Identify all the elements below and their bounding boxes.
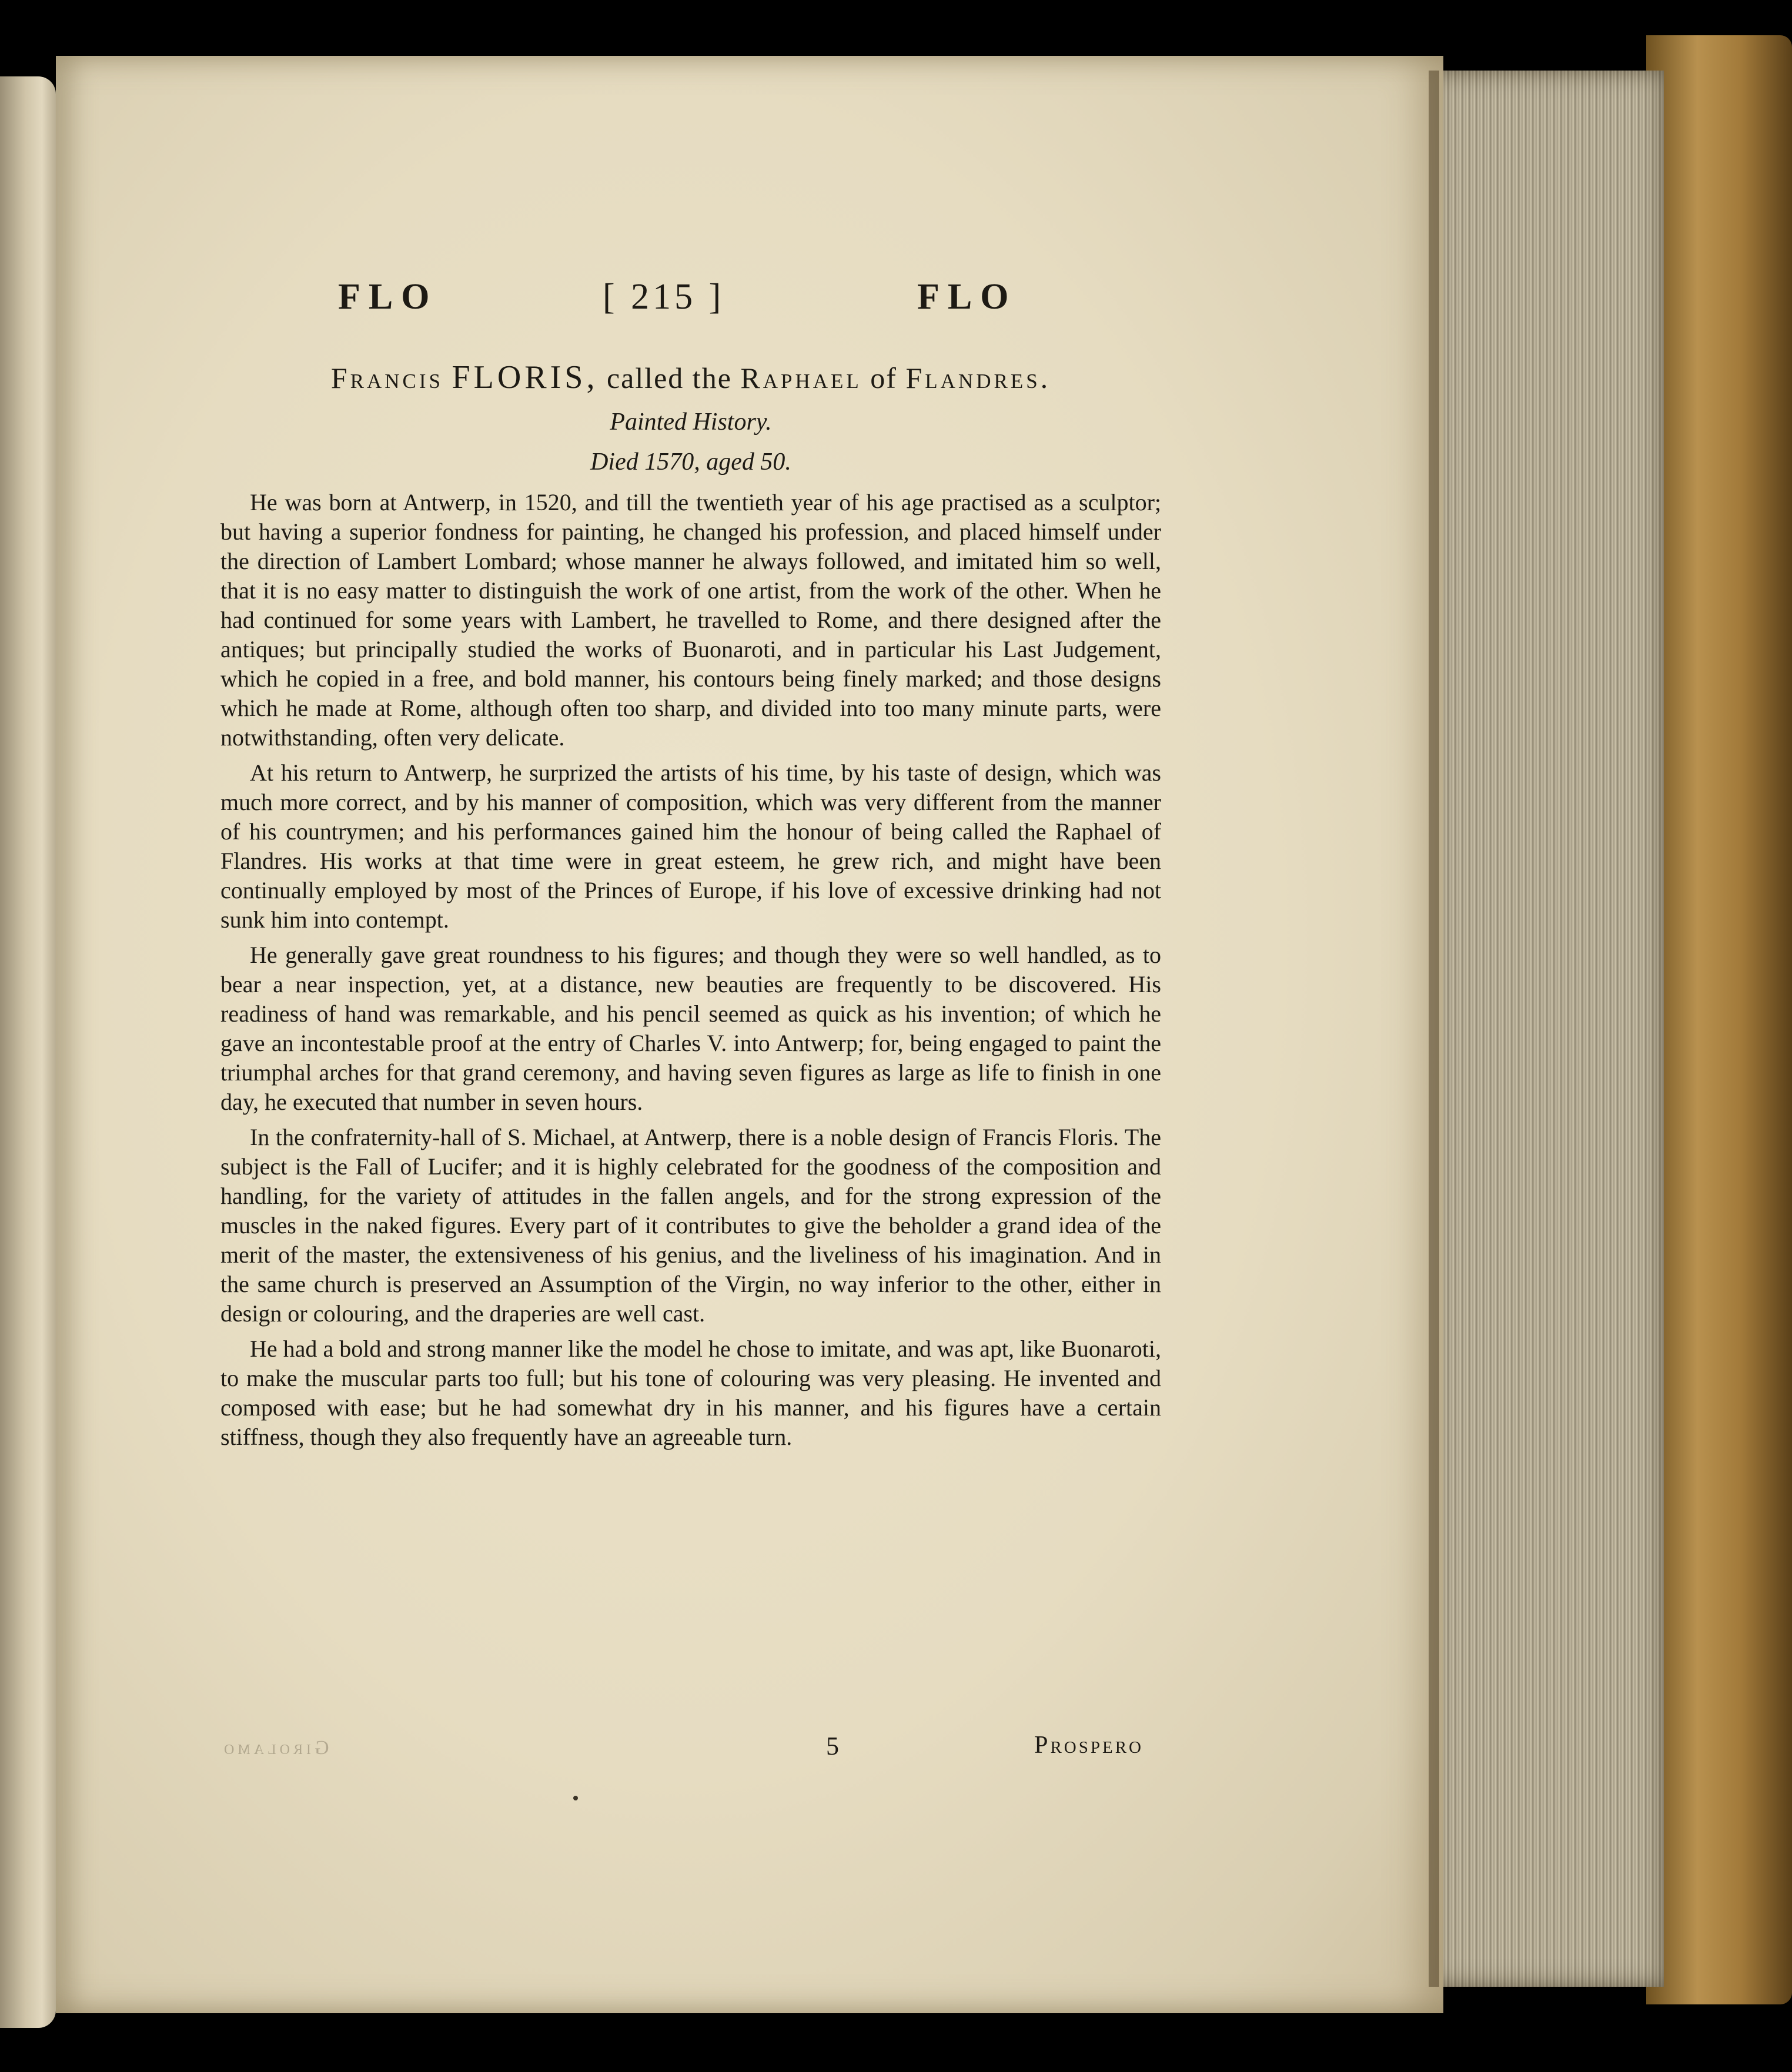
running-head-left: FLO — [338, 277, 438, 317]
text-block — [220, 276, 1161, 1458]
page-edge-shadow — [1429, 71, 1439, 1987]
title-flandres: Flandres. — [905, 361, 1051, 394]
paragraph-5: He had a bold and strong manner like the model he chose to imitate, and was apt, like Buonaroti, to make the muscular parts too full; but his tone of colouring was very pleasing. He invented and composed with ease; but he had somewhat dry in his manner, and his figures have a certain stiffness, though they also frequently have an agreeable turn. — [220, 1335, 1161, 1450]
showthrough-text: Girolamo — [220, 1737, 329, 1759]
running-head-right: FLO — [917, 277, 1017, 317]
entry-dates: Died 1570, aged 50. — [590, 448, 791, 476]
catchword: Prospero — [1034, 1732, 1144, 1759]
page-footer — [220, 1731, 1161, 1778]
title-raphael: Raphael — [740, 361, 862, 394]
page-number: [ 215 ] — [603, 277, 725, 317]
paragraph-4: In the confraternity-hall of S. Michael, at Antwerp, there is a noble design of Francis Floris. The subject is the Fall of Lucifer; and it is highly celebrated for the goodness of the composition and handling, for the variety of attitudes in the fallen angels, and for the strong expression of the muscles in the naked figures. Every part of it contributes to give the beholder a grand idea of the merit of the master, the extensiveness of his genius, and the liveliness of his imagination. And in the same church is preserved an Assumption of the Virgin, no way inferior to the other, either in design or colouring, and the draperies are well cast. — [220, 1124, 1161, 1327]
title-of: of — [870, 361, 897, 394]
previous-page-edge — [0, 76, 56, 2028]
title-surname: FLORIS, — [452, 359, 599, 396]
running-head — [220, 276, 1161, 341]
entry-subject: Painted History. — [610, 409, 772, 436]
page-block-edges — [1429, 71, 1664, 1987]
paragraph-3: He generally gave great roundness to his figures; and though they were so well handled, as to bear a near inspection, yet, at a distance, new beauties are frequently to be discovered. His readiness of hand was remarkable, and his pencil seemed as quick as his invention; of which he gave an incontestable proof at the entry of Charles V. into Antwerp; for, being engaged to paint the triumphal arches for that grand ceremony, and having seven figures as large as life to finish in one day, he executed that number in seven hours. — [220, 942, 1161, 1115]
title-firstname: Francis — [330, 361, 443, 394]
entry-title — [220, 359, 1161, 396]
ink-speck — [573, 1796, 578, 1800]
book-cover-edge — [1646, 35, 1792, 2004]
paragraph-1: He was born at Antwerp, in 1520, and till the twentieth year of his age practised as a sculptor; but having a superior fondness for painting, he changed his profession, and placed himself under the direction of Lambert Lombard; whose manner he always followed, and imitated him so well, that it is no easy matter to distinguish the work of one artist, from the work of the other. When he had continued for some years with Lambert, he travelled to Rome, and there designed after the antiques; but principally studied the works of Buonaroti, and in particular his Last Judgement, which he copied in a free, and bold manner, his contours being finely marked; and those designs which he made at Rome, although often too sharp, and divided into too many minute parts, were notwithstanding, often very delicate. — [220, 489, 1161, 751]
signature-mark: 5 — [826, 1732, 839, 1760]
title-called: called the — [606, 361, 732, 394]
paragraph-2: At his return to Antwerp, he surprized the artists of his time, by his taste of design, which was much more correct, and by his manner of composition, which was very different from the manner of his countrymen; and his performances gained him the honour of being called the Raphael of Flandres. His works at that time were in great esteem, he grew rich, and might have been continually employed by most of the Princes of Europe, if his love of excessive drinking had not sunk him into contempt. — [220, 759, 1161, 933]
